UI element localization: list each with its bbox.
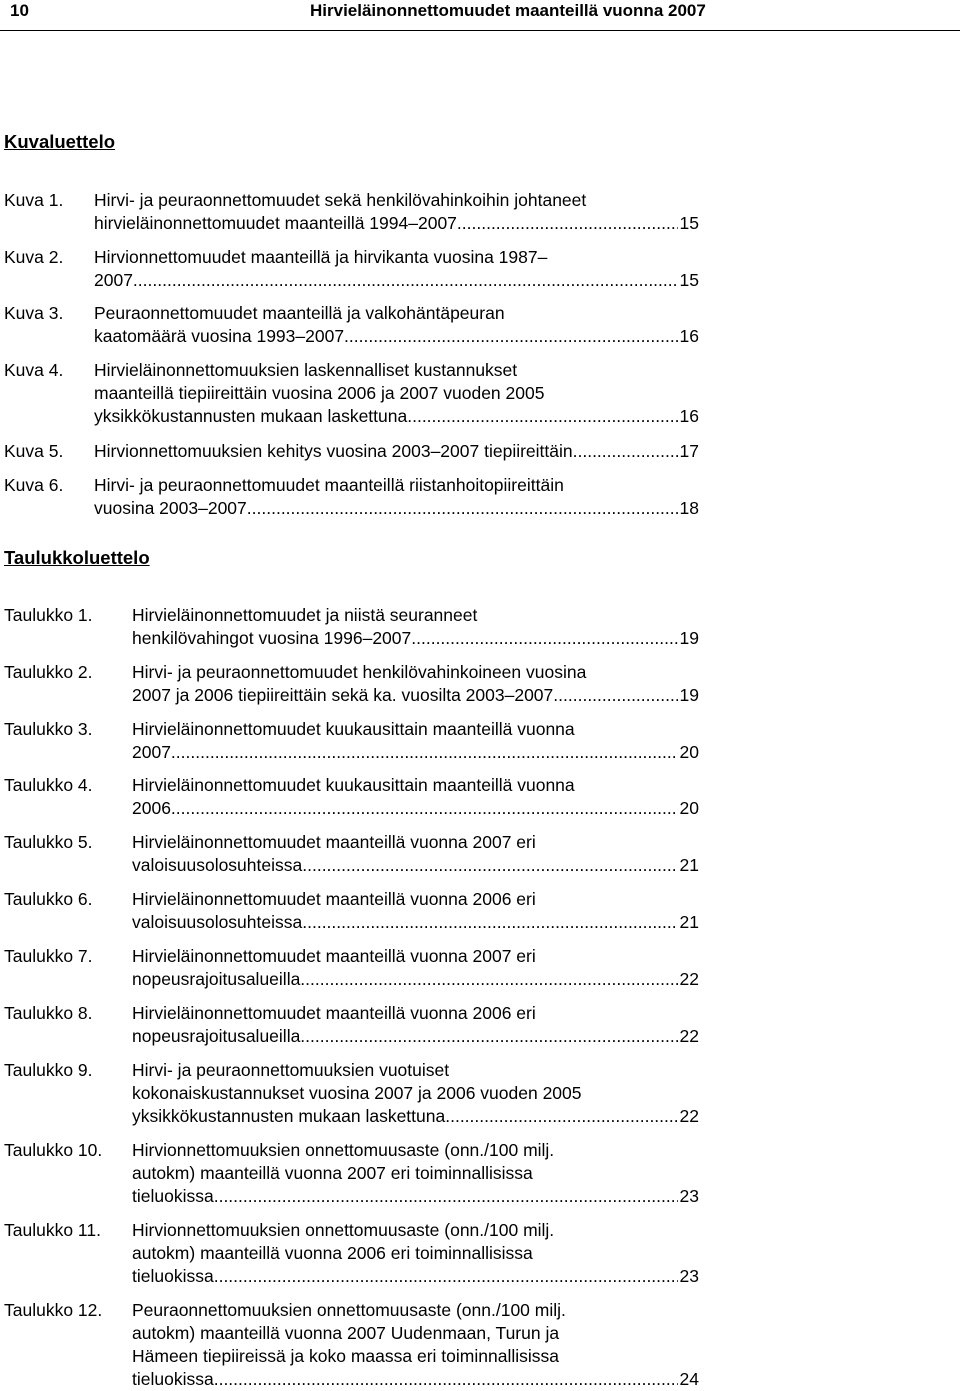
dot-leader	[176, 797, 678, 820]
table-page-number[interactable]: 20	[679, 742, 699, 762]
table-label: Taulukko 5.	[4, 832, 93, 852]
table-label: Taulukko 4.	[4, 775, 93, 795]
figure-label: Kuva 2.	[4, 247, 64, 267]
dot-leader	[307, 911, 677, 934]
figure-label: Kuva 3.	[4, 303, 64, 323]
figure-title	[94, 189, 699, 235]
figure-title-line: Hirvi- ja peuraonnettomuudet maanteillä riistanhoitopiireittäin	[94, 475, 564, 495]
table-title-line: Hirvieläinonnettomuudet maanteillä vuonna 2006 eri	[132, 889, 536, 909]
table-title-text: 2007.	[132, 742, 176, 762]
dot-leader	[416, 627, 677, 650]
table-title-line: autokm) maanteillä vuonna 2006 eri toiminnallisissa	[132, 1243, 533, 1263]
figures-heading: Kuvaluettelo	[4, 131, 116, 152]
table-title	[132, 1219, 699, 1288]
header-rule	[0, 30, 960, 31]
table-page-number[interactable]: 23	[679, 1186, 699, 1206]
table-title	[132, 888, 699, 934]
figure-title-line: Hirvieläinonnettomuuksien laskennalliset kustannukset	[94, 360, 518, 380]
table-label: Taulukko 9.	[4, 1060, 93, 1080]
table-title-line: Hirvieläinonnettomuudet kuukausittain maanteillä vuonna	[132, 775, 575, 795]
running-title: Hirvieläinonnettomuudet maanteillä vuonna 2007	[310, 1, 706, 20]
table-title-text: tieluokissa.	[132, 1186, 219, 1206]
dot-leader	[349, 325, 678, 348]
table-label: Taulukko 11.	[4, 1220, 101, 1240]
table-page-number[interactable]: 23	[679, 1266, 699, 1286]
table-title-line: Hirvieläinonnettomuudet maanteillä vuonna 2007 eri	[132, 832, 536, 852]
figure-label: Kuva 4.	[4, 360, 64, 380]
figure-title-last-line	[94, 405, 699, 428]
table-title-line: Hirvi- ja peuraonnettomuudet henkilövahinkoineen vuosina	[132, 662, 587, 682]
table-title-last-line	[132, 1105, 699, 1128]
table-title	[132, 718, 699, 764]
table-title-text: tieluokissa.	[132, 1369, 219, 1389]
table-title-line: Peuraonnettomuuksien onnettomuusaste (onn./100 milj.	[132, 1300, 566, 1320]
figure-title-last-line	[94, 269, 699, 292]
figure-page-number[interactable]: 16	[679, 326, 699, 346]
figure-title	[94, 302, 699, 348]
figure-title-text: Hirvionnettomuuksien kehitys vuosina 2003–2007 tiepiireittäin.	[94, 441, 578, 461]
table-title	[132, 831, 699, 877]
figure-title	[94, 440, 699, 463]
table-title-last-line	[132, 684, 699, 707]
dot-leader	[219, 1368, 678, 1391]
figure-title-line: Hirvi- ja peuraonnettomuudet sekä henkilövahinkoihin johtaneet	[94, 190, 587, 210]
figure-page-number[interactable]: 15	[679, 213, 699, 233]
tables-heading: Taulukkoluettelo	[4, 547, 150, 568]
dot-leader	[577, 440, 677, 463]
figure-title-text: vuosina 2003–2007.	[94, 498, 252, 518]
table-title-line: autokm) maanteillä vuonna 2007 Uudenmaan, Turun ja	[132, 1323, 560, 1343]
table-label: Taulukko 6.	[4, 889, 93, 909]
table-title-line: Hirvieläinonnettomuudet kuukausittain maanteillä vuonna	[132, 719, 575, 739]
dot-leader	[558, 684, 677, 707]
figure-title	[94, 246, 699, 292]
table-title-text: tieluokissa.	[132, 1266, 219, 1286]
figure-label: Kuva 6.	[4, 475, 64, 495]
table-title-text: valoisuusolosuhteissa.	[132, 855, 308, 875]
table-title-last-line	[132, 968, 699, 991]
table-title-line: autokm) maanteillä vuonna 2007 eri toiminnallisissa	[132, 1163, 533, 1183]
dot-leader	[462, 212, 678, 235]
dot-leader	[176, 741, 678, 764]
figure-title	[94, 359, 699, 428]
figure-title-text: kaatomäärä vuosina 1993–2007.	[94, 326, 349, 346]
table-title	[132, 1002, 699, 1048]
table-title-line: kokonaiskustannukset vuosina 2007 ja 2006 vuoden 2005	[132, 1083, 582, 1103]
table-title-last-line	[132, 854, 699, 877]
table-label: Taulukko 2.	[4, 662, 93, 682]
table-label: Taulukko 1.	[4, 605, 93, 625]
figure-page-number[interactable]: 17	[679, 441, 699, 461]
table-title-line: Hirvieläinonnettomuudet ja niistä seuranneet	[132, 605, 478, 625]
table-page-number[interactable]: 19	[679, 628, 699, 648]
figure-title	[94, 474, 699, 520]
dot-leader	[305, 968, 677, 991]
dot-leader	[412, 405, 677, 428]
table-title-line: Hämeen tiepiireissä ja koko maassa eri toiminnallisissa	[132, 1346, 559, 1366]
table-title-last-line	[132, 1265, 699, 1288]
table-title	[132, 945, 699, 991]
figure-label: Kuva 1.	[4, 190, 64, 210]
table-page-number[interactable]: 22	[679, 969, 699, 989]
table-page-number[interactable]: 24	[679, 1369, 699, 1389]
table-title-line: Hirvieläinonnettomuudet maanteillä vuonna 2007 eri	[132, 946, 536, 966]
table-page-number[interactable]: 22	[679, 1026, 699, 1046]
table-title-text: yksikkökustannusten mukaan laskettuna.	[132, 1106, 451, 1126]
table-page-number[interactable]: 21	[679, 912, 699, 932]
table-title	[132, 604, 699, 650]
table-label: Taulukko 12.	[4, 1300, 103, 1320]
table-title-text: 2006.	[132, 798, 176, 818]
page-header	[0, 0, 960, 30]
table-label: Taulukko 10.	[4, 1140, 103, 1160]
table-label: Taulukko 7.	[4, 946, 93, 966]
table-title-last-line	[132, 1025, 699, 1048]
dot-leader	[305, 1025, 677, 1048]
figure-title-text: hirvieläinonnettomuudet maanteillä 1994–2007.	[94, 213, 462, 233]
figure-title-text: yksikkökustannusten mukaan laskettuna.	[94, 406, 413, 426]
figure-page-number[interactable]: 16	[679, 406, 699, 426]
table-title-last-line	[132, 627, 699, 650]
figure-page-number[interactable]: 18	[679, 498, 699, 518]
figure-page-number[interactable]: 15	[679, 270, 699, 290]
figure-title-line: maanteillä tiepiireittäin vuosina 2006 ja 2007 vuoden 2005	[94, 383, 545, 403]
dot-leader	[219, 1185, 678, 1208]
page-number: 10	[10, 1, 29, 20]
table-title-last-line	[132, 741, 699, 764]
table-title	[132, 1139, 699, 1208]
table-title	[132, 661, 699, 707]
dot-leader	[138, 269, 678, 292]
table-page-number[interactable]: 19	[679, 685, 699, 705]
table-page-number[interactable]: 21	[679, 855, 699, 875]
table-title-line: Hirvionnettomuuksien onnettomuusaste (onn./100 milj.	[132, 1220, 555, 1240]
table-title-line: Hirvi- ja peuraonnettomuuksien vuotuiset	[132, 1060, 450, 1080]
table-title-line: Hirvieläinonnettomuudet maanteillä vuonna 2006 eri	[132, 1003, 536, 1023]
table-title-last-line	[132, 1368, 699, 1391]
figure-title-last-line	[94, 440, 699, 463]
table-title-last-line	[132, 797, 699, 820]
figure-title-line: Hirvionnettomuudet maanteillä ja hirvikanta vuosina 1987–	[94, 247, 548, 267]
table-label: Taulukko 3.	[4, 719, 93, 739]
table-title-last-line	[132, 1185, 699, 1208]
table-title	[132, 1059, 699, 1128]
table-title	[132, 1299, 699, 1391]
dot-leader	[252, 497, 678, 520]
table-page-number[interactable]: 20	[679, 798, 699, 818]
table-title-text: henkilövahingot vuosina 1996–2007.	[132, 628, 417, 648]
table-title-line: Hirvionnettomuuksien onnettomuusaste (onn./100 milj.	[132, 1140, 555, 1160]
table-page-number[interactable]: 22	[679, 1106, 699, 1126]
figure-title-last-line	[94, 212, 699, 235]
table-title-text: 2007 ja 2006 tiepiireittäin sekä ka. vuosilta 2003–2007.	[132, 685, 559, 705]
table-title-text: valoisuusolosuhteissa.	[132, 912, 308, 932]
dot-leader	[219, 1265, 678, 1288]
figure-title-last-line	[94, 325, 699, 348]
table-label: Taulukko 8.	[4, 1003, 93, 1023]
table-title-text: nopeusrajoitusalueilla.	[132, 969, 306, 989]
figure-title-line: Peuraonnettomuudet maanteillä ja valkohäntäpeuran	[94, 303, 505, 323]
table-title	[132, 774, 699, 820]
figure-title-text: 2007.	[94, 270, 138, 290]
dot-leader	[450, 1105, 677, 1128]
figure-label: Kuva 5.	[4, 441, 64, 461]
figure-title-last-line	[94, 497, 699, 520]
dot-leader	[307, 854, 677, 877]
table-title-last-line	[132, 911, 699, 934]
table-title-text: nopeusrajoitusalueilla.	[132, 1026, 306, 1046]
